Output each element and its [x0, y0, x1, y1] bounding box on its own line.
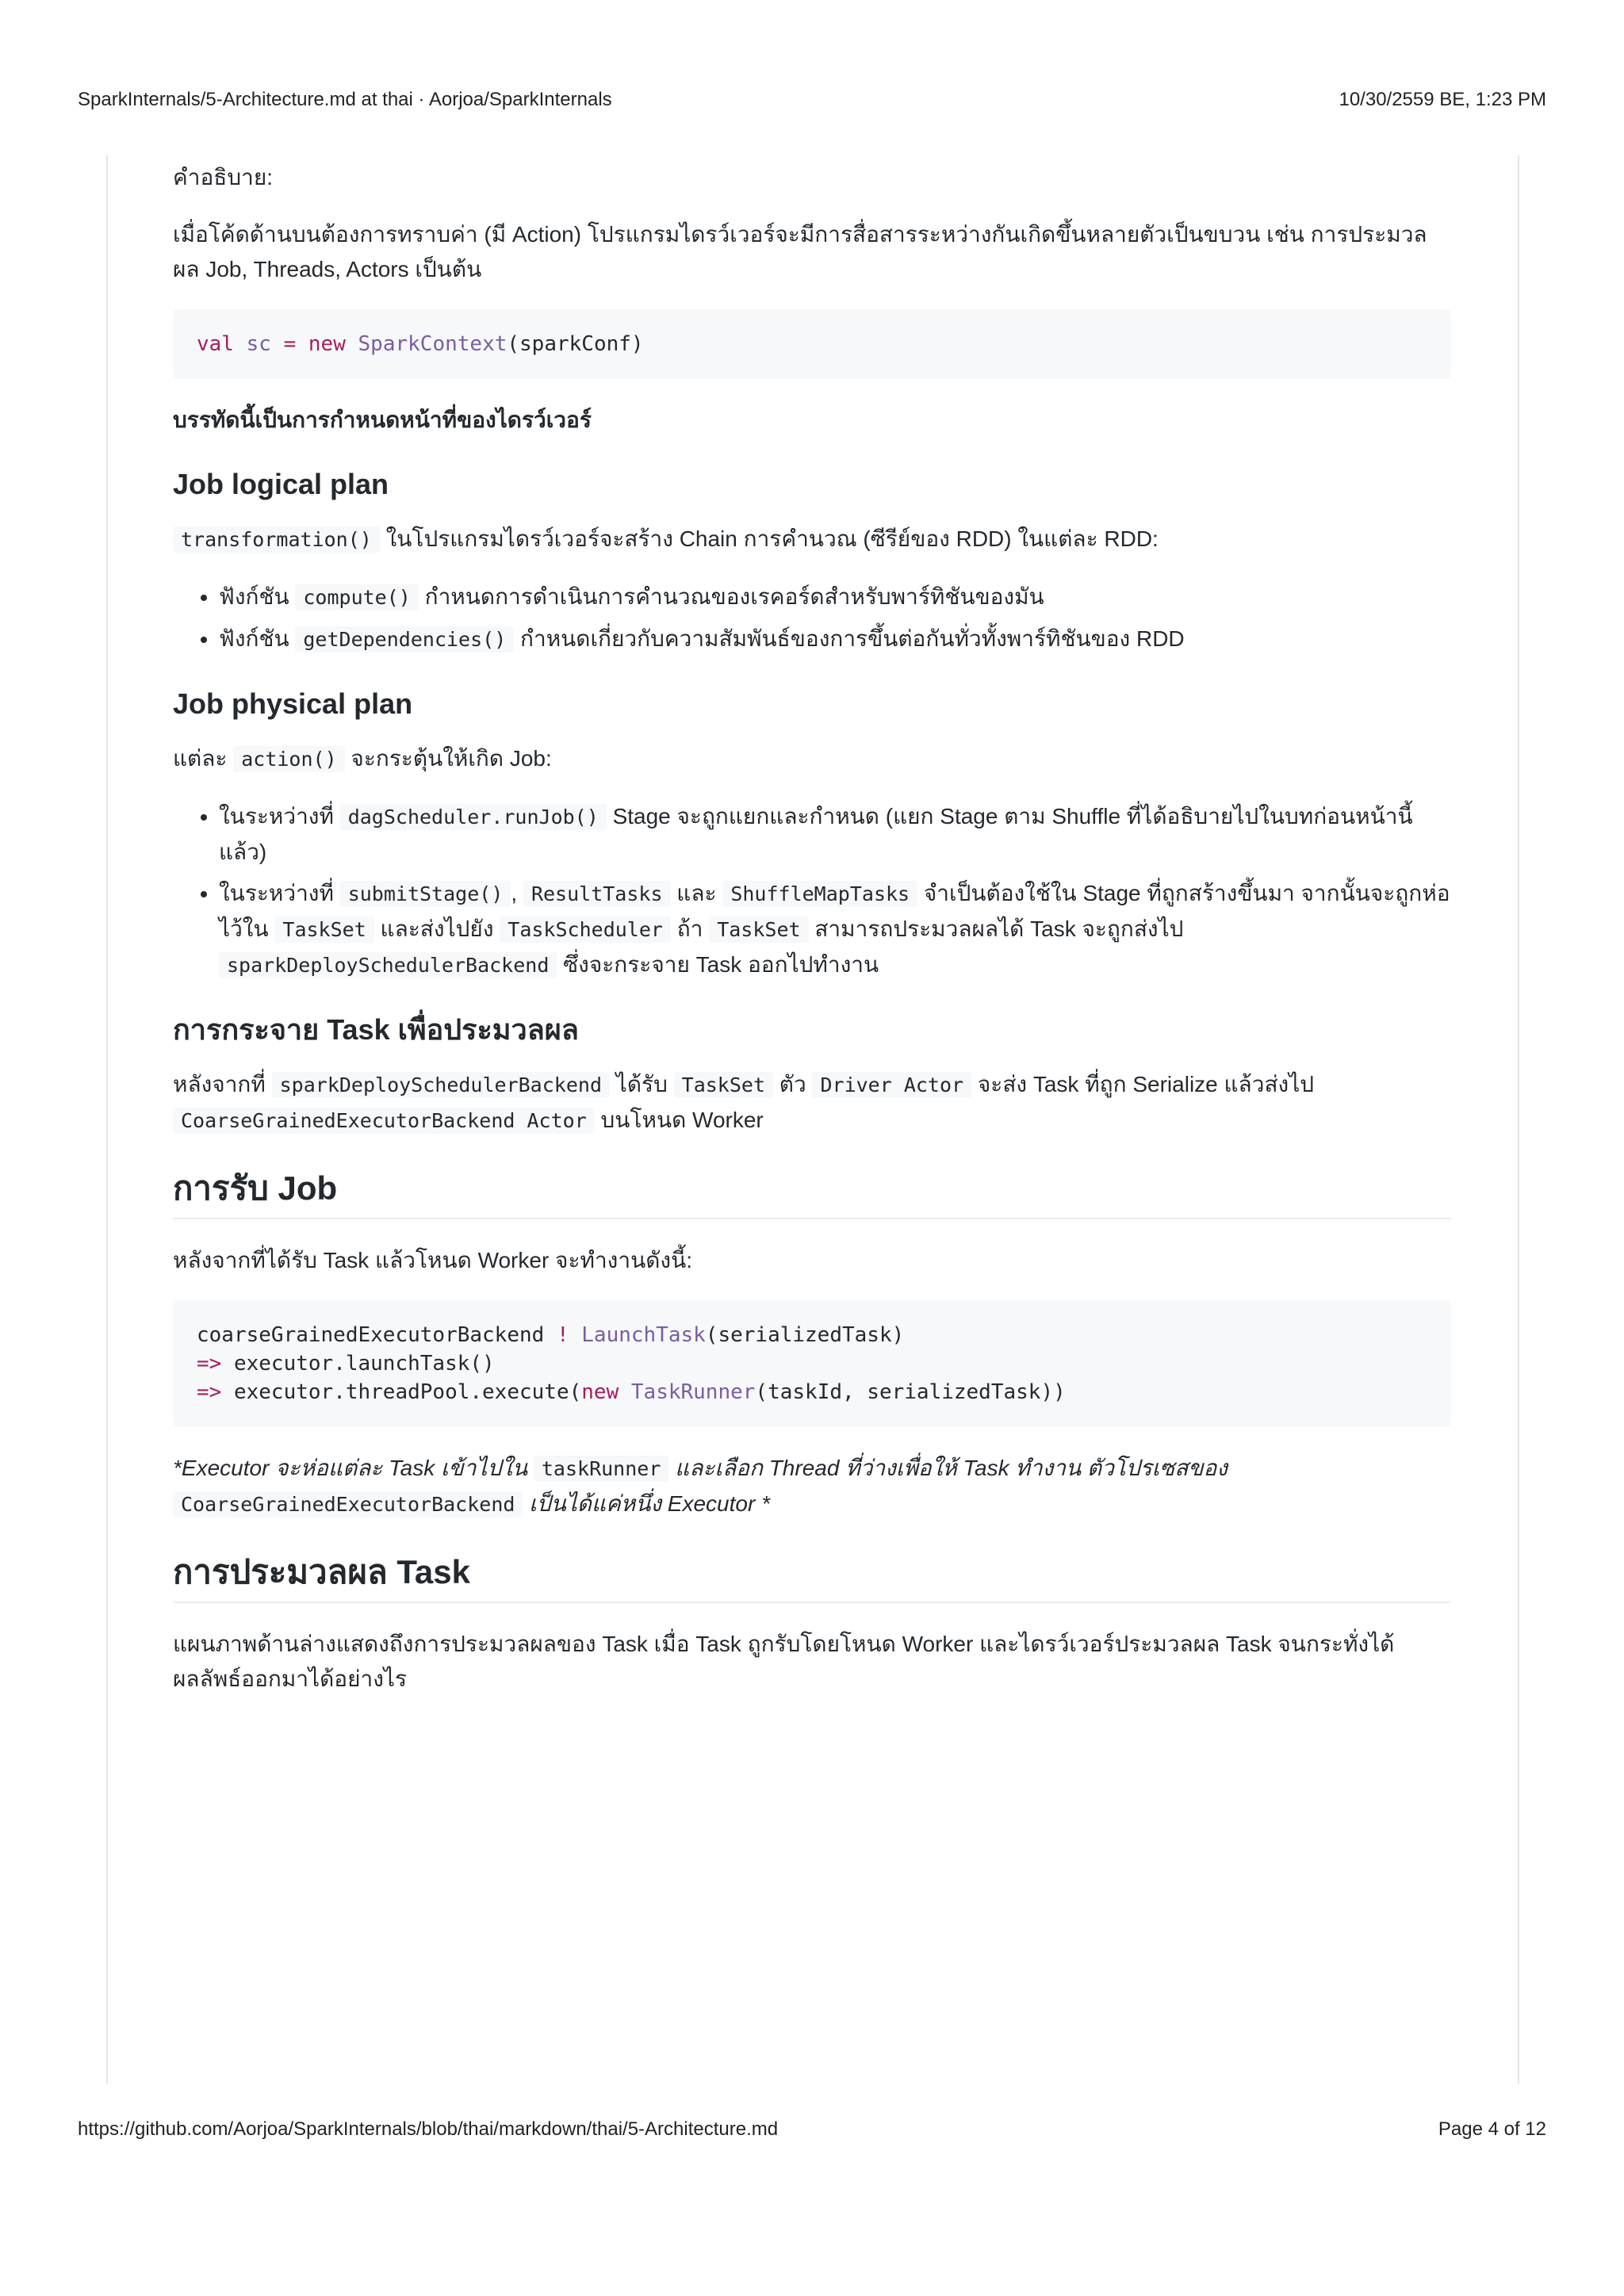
text-span: ถ้า: [676, 916, 703, 941]
text-span: และ: [676, 881, 717, 905]
receive-paragraph: หลังจากที่ได้รับ Task แล้วโหนด Worker จะทำงานดังนี้:: [173, 1248, 692, 1272]
text-span: บนโหนด Worker: [600, 1108, 764, 1132]
text-span: ,: [511, 881, 518, 905]
code-token: TaskRunner: [619, 1380, 756, 1404]
list-item: [219, 622, 1451, 657]
heading-task-distribution: การกระจาย Task เพื่อประมวลผล: [173, 1013, 579, 1046]
inline-code: sparkDeploySchedulerBackend: [219, 952, 557, 978]
description-label: คำอธิบาย:: [173, 165, 274, 189]
list-item-text: กำหนดการดำเนินการคำนวณของเรคอร์ดสำหรับพาร์ทิชันของมัน: [424, 584, 1044, 609]
page-number: Page 4 of 12: [1438, 2118, 1546, 2140]
inline-code: TaskSet: [709, 916, 808, 943]
inline-code: transformation(): [173, 526, 380, 553]
print-footer: [78, 2118, 1546, 2141]
code-token: val: [197, 332, 234, 356]
inline-code: ResultTasks: [523, 881, 671, 907]
text-span: สามารถประมวลผลได้ Task จะถูกส่งไป: [814, 916, 1184, 941]
list-item: [219, 580, 1451, 615]
code-token: SparkContext: [358, 332, 508, 356]
text-span: ในระหว่างที่: [219, 881, 334, 905]
logical-intro-text: ในโปรแกรมไดรว์เวอร์จะสร้าง Chain การคำนวณ (ซีรีย์ของ RDD) ในแต่ละ RDD:: [385, 526, 1159, 551]
text-span: จะส่ง Task ที่ถูก Serialize แล้วส่งไป: [977, 1072, 1315, 1096]
text-span: จะกระตุ้นให้เกิด Job:: [350, 746, 552, 771]
text-span: Stage จะถูกแยกและกำหนด (แยก Stage ตาม Shuffle ที่ได้อธิบายไปในบทก่อนหน้านี้แล้ว): [219, 804, 1413, 864]
markdown-body: [173, 155, 1451, 1719]
inline-code: CoarseGrainedExecutorBackend Actor: [173, 1108, 595, 1134]
code-token: sc: [246, 332, 271, 356]
print-header: [78, 89, 1546, 111]
code-token: =: [283, 332, 297, 356]
code-token: (sparkConf): [507, 332, 644, 356]
list-item: [219, 876, 1451, 983]
text-span: ในระหว่างที่: [219, 804, 334, 828]
text-span: ได้รับ: [615, 1072, 668, 1096]
bold-note: บรรทัดนี้เป็นการกำหนดหน้าที่ของไดรว์เวอร์: [173, 408, 592, 432]
text-span: ตัว: [779, 1072, 806, 1096]
physical-list: [173, 799, 1451, 983]
inline-code: ShuffleMapTasks: [722, 881, 917, 907]
code-block-launch-task: [173, 1300, 1451, 1427]
code-token: (taskId, serializedTask)): [755, 1380, 1066, 1404]
processing-paragraph: แผนภาพด้านล่างแสดงถึงการประมวลผลของ Task เมื่อ Task ถูกรับโดยโหนด Worker และไดรว์เวอร์ประมวลผล Task จนกระทั่งได้ผลลัพธ์ออกมาได้อย่างไร: [173, 1632, 1395, 1691]
code-token: executor.launchTask(): [221, 1352, 495, 1376]
code-token: LaunchTask: [569, 1323, 706, 1347]
inline-code: taskRunner: [534, 1456, 669, 1482]
text-span: และส่งไปยัง: [380, 916, 494, 941]
code-block-sparkcontext: [173, 309, 1451, 379]
page-url: https://github.com/Aorjoa/SparkInternals/blob/thai/markdown/thai/5-Architecture.md: [78, 2118, 779, 2140]
inline-code: CoarseGrainedExecutorBackend: [173, 1491, 523, 1517]
inline-code: compute(): [295, 584, 418, 610]
inline-code: TaskScheduler: [500, 916, 671, 943]
logical-intro: [173, 522, 1451, 557]
description-paragraph: เมื่อโค้ดด้านบนต้องการทราบค่า (มี Action) โปรแกรมไดรว์เวอร์จะมีการสื่อสารระหว่างกันเกิดขึ้นหลายตัวเป็นขบวน เช่น การประมวลผล Job, Threads, Actors เป็นต้น: [173, 222, 1427, 281]
inline-code: TaskSet: [674, 1072, 773, 1098]
code-token: new: [308, 332, 346, 356]
text-span: เป็นได้แค่หนึ่ง Executor *: [529, 1491, 770, 1516]
inline-code: action(): [233, 746, 344, 772]
list-item-text: กำหนดเกี่ยวกับความสัมพันธ์ของการขึ้นต่อกันทั่วทั้งพาร์ทิชันของ RDD: [520, 626, 1185, 651]
physical-intro: [173, 741, 1451, 777]
inline-code: Driver Actor: [812, 1072, 971, 1098]
inline-code: getDependencies(): [295, 626, 514, 652]
text-span: และเลือก Thread ที่ว่างเพื่อให้ Task ทำงาน ตัวโปรเซสของ: [675, 1456, 1228, 1480]
heading-job-logical-plan: Job logical plan: [173, 468, 389, 500]
inline-code: dagScheduler.runJob(): [340, 804, 607, 830]
list-item: [219, 799, 1451, 870]
text-span: หลังจากที่: [173, 1072, 266, 1096]
logical-list: [173, 580, 1451, 657]
heading-job-physical-plan: Job physical plan: [173, 687, 413, 720]
code-token: coarseGrainedExecutorBackend: [197, 1323, 557, 1347]
code-token: (serializedTask): [705, 1323, 905, 1347]
inline-code: sparkDeploySchedulerBackend: [272, 1072, 610, 1098]
heading-receive-job: การรับ Job: [173, 1165, 1451, 1219]
distribution-paragraph: [173, 1067, 1451, 1138]
code-token: !: [556, 1323, 569, 1347]
text-span: ซึ่งจะกระจาย Task ออกไปทำงาน: [563, 952, 879, 977]
code-token: executor.threadPool.execute(: [221, 1380, 582, 1404]
list-item-text: ฟังก์ชัน: [219, 626, 289, 651]
code-token: =>: [197, 1380, 222, 1404]
code-token: new: [581, 1380, 619, 1404]
list-item-text: ฟังก์ชัน: [219, 584, 289, 609]
code-token: =>: [197, 1352, 222, 1376]
inline-code: TaskSet: [274, 916, 373, 943]
text-span: จำเป็นต้องใช้ใน Stage ที่ถูกสร้างขึ้นมา จากนั้นจะถูกห่อไว้ใน: [219, 881, 1450, 941]
page-title: SparkInternals/5-Architecture.md at thai · Aorjoa/SparkInternals: [78, 89, 612, 110]
text-span: *Executor จะห่อแต่ละ Task เข้าไปใน: [173, 1456, 528, 1480]
inline-code: submitStage(): [340, 881, 511, 907]
heading-task-processing: การประมวลผล Task: [173, 1549, 1451, 1603]
executor-note: [173, 1451, 1451, 1522]
print-datetime: 10/30/2559 BE, 1:23 PM: [1339, 89, 1546, 110]
text-span: แต่ละ: [173, 746, 228, 771]
